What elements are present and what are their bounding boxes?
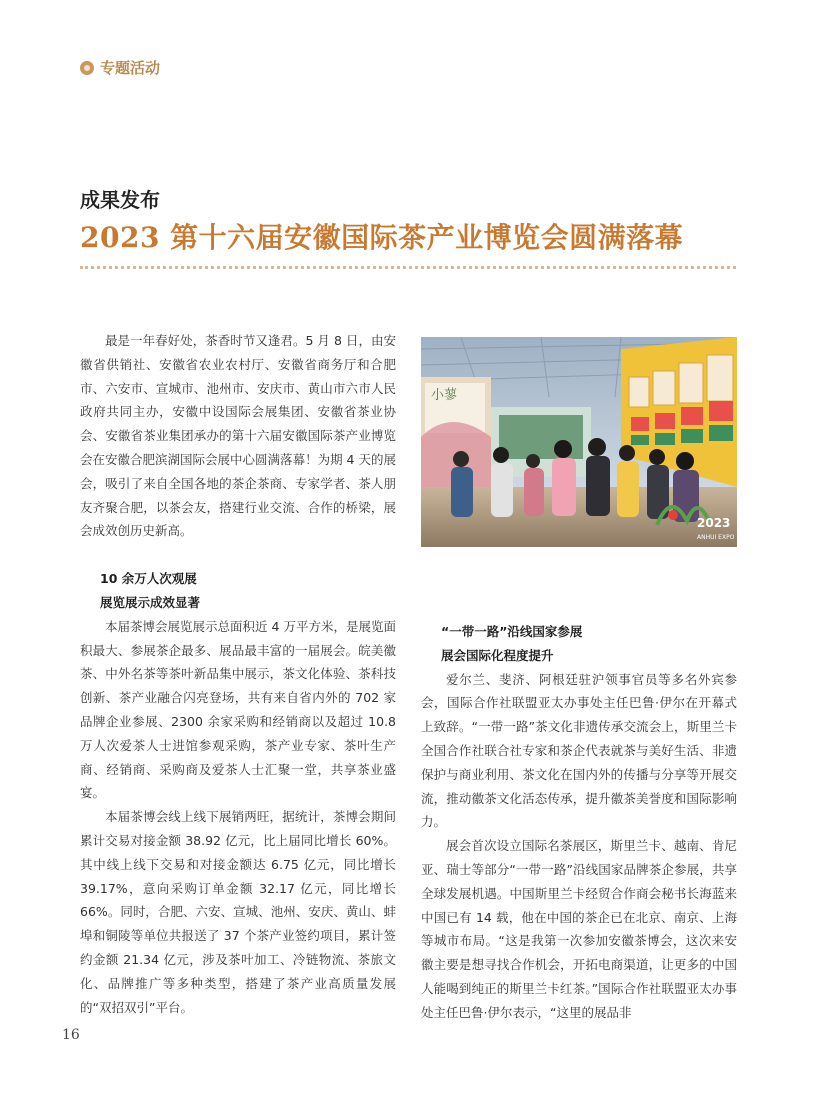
article-title: 2023 第十六届安徽国际茶产业博览会圆满落幕 xyxy=(80,221,684,254)
section2-heading-1: “一带一路”沿线国家参展 xyxy=(441,624,583,639)
section1-paragraph: 本届茶博会展览展示总面积近 4 万平方米，是展览面积最大、参展茶企最多、展品最丰富的一届展会。皖美徽茶、中外名茶等茶叶新品集中展示，茶文化体验、茶科技创新、茶产业融合闪亮登场，共有来自省内外的 702 家品牌企业参展、2300 余家采购和经销商以及超过 10.8 万人次爱茶人士进馆参观采购，茶产业专家、茶叶生产商、经销商、采购商及爱茶人士汇聚一堂，共享茶业盛宴。 xyxy=(80,618,396,801)
section2-paragraph: 展会首次设立国际名茶展区，斯里兰卡、越南、肯尼亚、瑞士等部分“一带一路”沿线国家品牌茶企参展，共享全球发展机遇。中国斯里兰卡经贸合作商会秘书长海蓝来中国已有 14 载，他在中国的茶企已在北京、南京、上海等城市布局。“这是我第一次参加安徽茶博会，这次来安徽主要是想寻找合作机会，开拓电商渠道，让更多的中国人能喝到纯正的斯里兰卡红茶。”国际合作社联盟亚太办事处主任巴鲁·伊尔表示，“这里的展品非 xyxy=(421,838,737,1020)
page-number: 16 xyxy=(62,1027,80,1043)
section-tag xyxy=(80,57,160,78)
section-dot-icon xyxy=(80,61,94,75)
section1-paragraph: 本届茶博会线上线下展销两旺，据统计，茶博会期间累计交易对接金额 38.92 亿元，比上届同比增长 60%。其中线上线下交易和对接金额达 6.75 亿元，同比增长 39.17%，意向采购订单金额 32.17 亿元，同比增长 66%。同时，合肥、六安、宣城、池州、安庆、黄山、蚌埠和铜陵等单位共报送了 37 个茶产业签约项目，累计签约金额 21.34 亿元，涉及茶叶加工、冷链物流、茶旅文化、品牌推广等多种类型，搭建了茶产业高质量发展的“双招双引”平台。 xyxy=(80,809,396,1015)
intro-paragraph: 最是一年春好处，茶香时节又逢君。5 月 8 日，由安徽省供销社、安徽省农业农村厅、安徽省商务厅和合肥市、六安市、宣城市、池州市、安庆市、黄山市六市人民政府共同主办，安徽中设国际会展集团、安徽省茶业协会、安徽省茶业集团承办的第十六届安徽国际茶产业博览会在安徽合肥滨湖国际会展中心圆满落幕！为期 4 天的展会，吸引了来自全国各地的茶企茶商、专家学者、茶人朋友齐聚合肥，以茶会友，搭建行业交流、合作的桥梁，展会成效创历史新高。 xyxy=(80,333,396,539)
booth-sign-text: 小蓼 xyxy=(431,388,458,403)
left-column xyxy=(80,329,396,1019)
section2-paragraph: 爱尔兰、斐济、阿根廷驻沪领事官员等多名外宾参会，国际合作社联盟亚太办事处主任巴鲁·伊尔在开幕式上致辞。“一带一路”茶文化非遗传承交流会上，斯里兰卡全国合作社联合社专家和茶企代表就茶与美好生活、非遗保护与商业利用、茶文化在国内外的传播与分享等开展交流，推动徽茶文化活态传承，提升徽茶美誉度和国际影响力。 xyxy=(421,671,737,830)
expo-photo xyxy=(421,337,737,547)
right-column xyxy=(421,620,737,1025)
section1-heading-2: 展览展示成效显著 xyxy=(100,594,201,610)
photo-logo-text: ANHUI EXPO xyxy=(697,534,735,541)
section2-heading-2: 展会国际化程度提升 xyxy=(441,647,554,663)
section1-heading-1: 10 余万人次观展 xyxy=(100,571,197,587)
title-divider xyxy=(80,266,736,269)
section-label: 专题活动 xyxy=(100,59,161,77)
article-kicker: 成果发布 xyxy=(80,188,160,212)
photo-logo-year: 2023 xyxy=(697,516,731,530)
